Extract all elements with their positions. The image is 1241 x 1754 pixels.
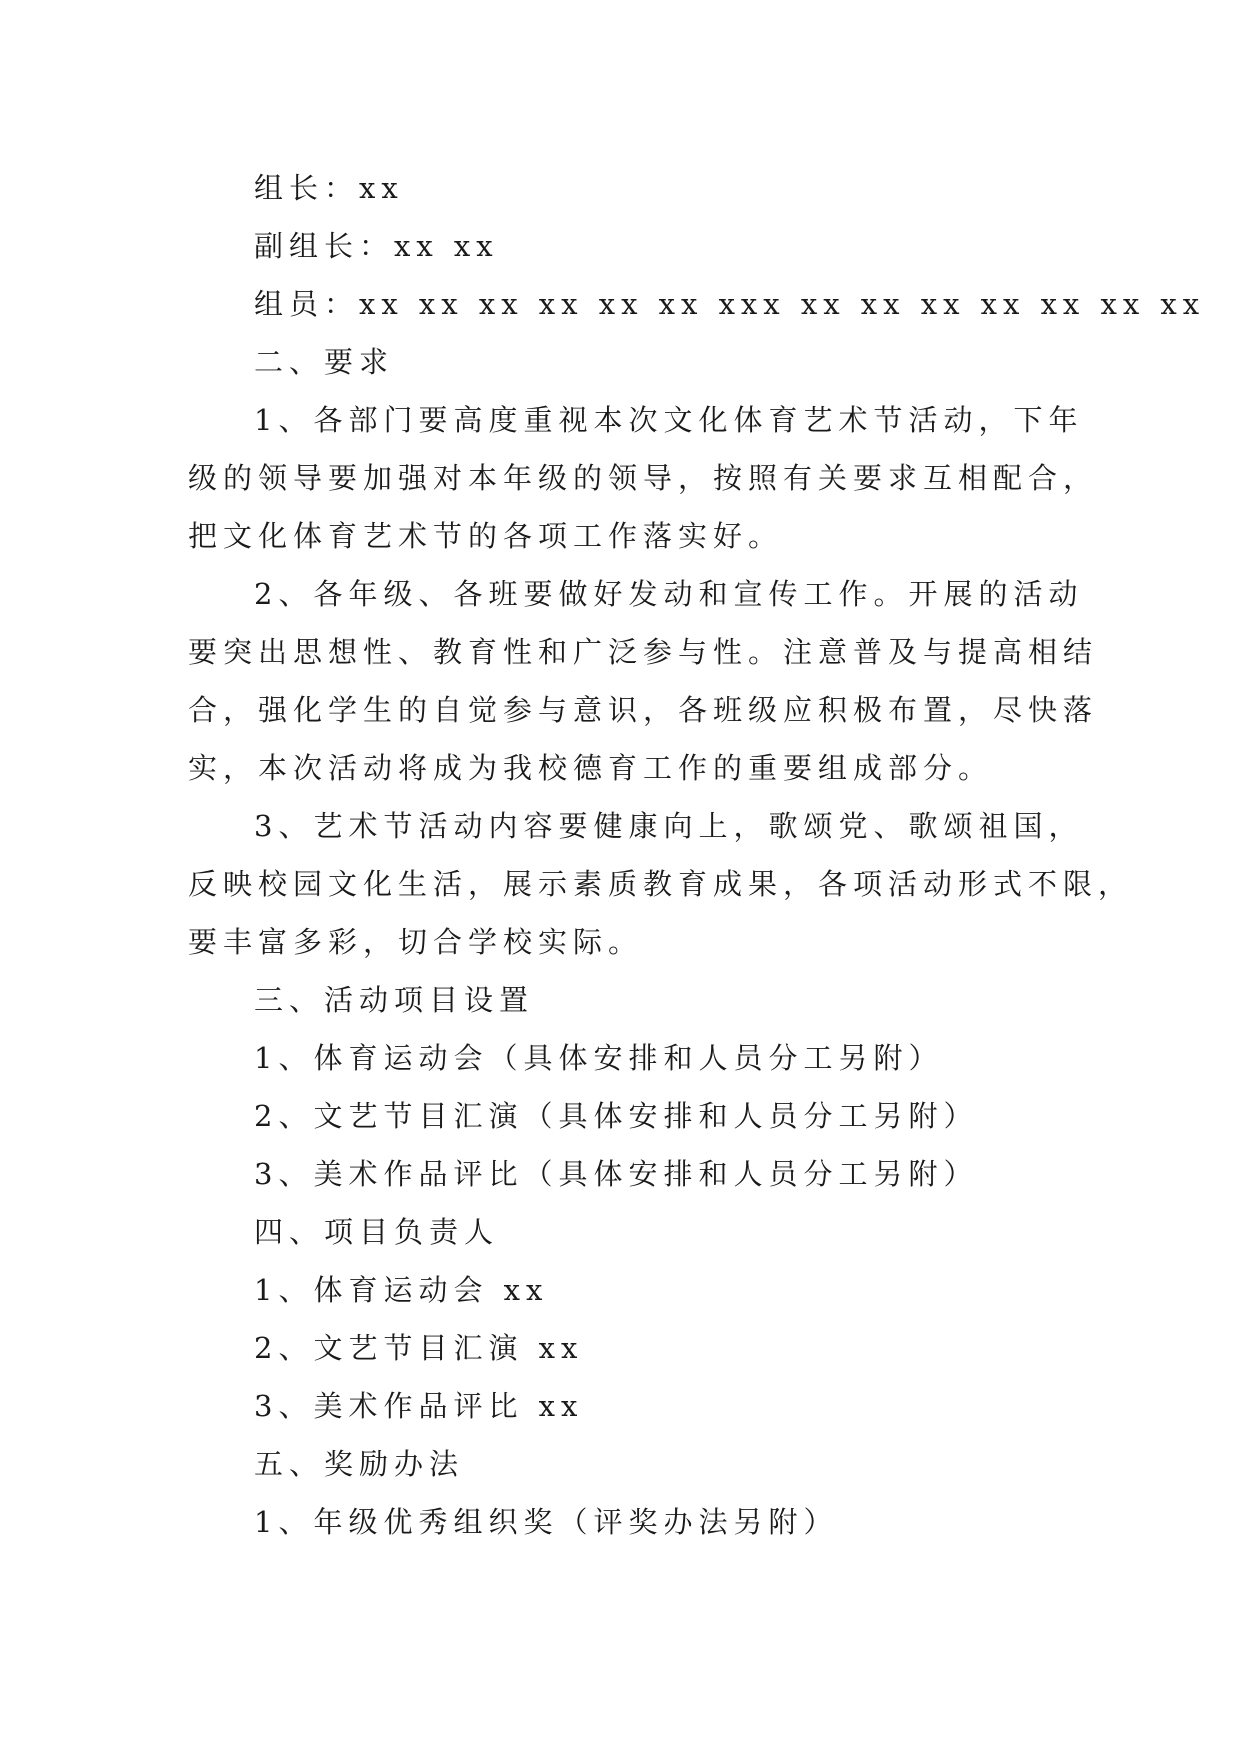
group-leader-line: 组长：xx bbox=[254, 171, 404, 205]
paragraph-line: 实，本次活动将成为我校德育工作的重要组成部分。 bbox=[188, 751, 994, 785]
paragraph-line: 2、各年级、各班要做好发动和宣传工作。开展的活动 bbox=[254, 577, 1084, 611]
list-item: 2、文艺节目汇演 xx bbox=[254, 1331, 584, 1365]
paragraph-line: 合，强化学生的自觉参与意识，各班级应积极布置，尽快落 bbox=[188, 693, 1099, 727]
list-item: 3、美术作品评比（具体安排和人员分工另附） bbox=[254, 1157, 979, 1191]
paragraph-line: 3、艺术节活动内容要健康向上，歌颂党、歌颂祖国， bbox=[254, 809, 1084, 843]
paragraph-line: 把文化体育艺术节的各项工作落实好。 bbox=[188, 519, 784, 553]
section-heading-activities: 三、活动项目设置 bbox=[254, 983, 535, 1017]
paragraph-line: 1、各部门要高度重视本次文化体育艺术节活动，下年 bbox=[254, 403, 1084, 437]
list-item: 3、美术作品评比 xx bbox=[254, 1389, 584, 1423]
list-item: 2、文艺节目汇演（具体安排和人员分工另附） bbox=[254, 1099, 979, 1133]
section-heading-owners: 四、项目负责人 bbox=[254, 1215, 500, 1249]
list-item: 1、体育运动会（具体安排和人员分工另附） bbox=[254, 1041, 944, 1075]
paragraph-line: 要突出思想性、教育性和广泛参与性。注意普及与提高相结 bbox=[188, 635, 1099, 669]
list-item: 1、年级优秀组织奖（评奖办法另附） bbox=[254, 1505, 839, 1539]
paragraph-line: 级的领导要加强对本年级的领导，按照有关要求互相配合， bbox=[188, 461, 1099, 495]
members-line: 组员：xx xx xx xx xx xx xxx xx xx xx xx xx xx xx bbox=[254, 287, 1206, 321]
paragraph-line: 反映校园文化生活，展示素质教育成果，各项活动形式不限， bbox=[188, 867, 1134, 901]
paragraph-line: 要丰富多彩，切合学校实际。 bbox=[188, 925, 644, 959]
section-heading-awards: 五、奖励办法 bbox=[254, 1447, 465, 1481]
section-heading-requirements: 二、要求 bbox=[254, 345, 395, 379]
list-item: 1、体育运动会 xx bbox=[254, 1273, 549, 1307]
deputy-leader-line: 副组长：xx xx bbox=[254, 229, 499, 263]
